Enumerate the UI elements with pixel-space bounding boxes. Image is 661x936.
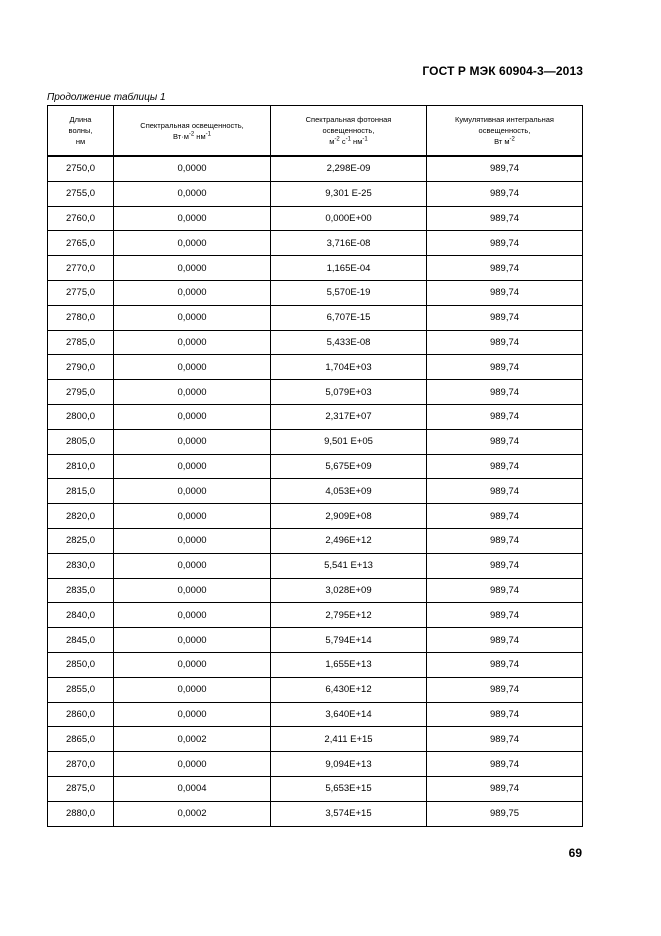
- document-standard-title: ГОСТ Р МЭК 60904-3—2013: [422, 64, 583, 78]
- cell-spectral-irradiance: 0,0002: [114, 801, 271, 826]
- cell-spectral-irradiance: 0,0000: [114, 504, 271, 529]
- cell-wavelength: 2830,0: [48, 553, 114, 578]
- cell-cumulative-irradiance: 989,74: [427, 677, 583, 702]
- cell-spectral-irradiance: 0,0000: [114, 380, 271, 405]
- table-row: [48, 652, 583, 677]
- header-line: Спектральная освещенность,: [140, 120, 244, 130]
- cell-photon-irradiance: 3,716E-08: [271, 231, 427, 256]
- cell-cumulative-irradiance: 989,74: [427, 156, 583, 181]
- cell-spectral-irradiance: 0,0000: [114, 404, 271, 429]
- cell-photon-irradiance: 2,411 E+15: [271, 727, 427, 752]
- cell-photon-irradiance: 5,079E+03: [271, 380, 427, 405]
- cell-spectral-irradiance: 0,0000: [114, 206, 271, 231]
- cell-wavelength: 2825,0: [48, 528, 114, 553]
- cell-photon-irradiance: 2,909E+08: [271, 504, 427, 529]
- cell-cumulative-irradiance: 989,74: [427, 702, 583, 727]
- cell-spectral-irradiance: 0,0000: [114, 578, 271, 603]
- cell-wavelength: 2860,0: [48, 702, 114, 727]
- cell-photon-irradiance: 5,541 E+13: [271, 553, 427, 578]
- header-photon-irradiance: [271, 106, 427, 157]
- cell-wavelength: 2805,0: [48, 429, 114, 454]
- table-row: [48, 380, 583, 405]
- cell-cumulative-irradiance: 989,74: [427, 479, 583, 504]
- cell-photon-irradiance: 3,028E+09: [271, 578, 427, 603]
- cell-cumulative-irradiance: 989,74: [427, 578, 583, 603]
- header-wavelength: [48, 106, 114, 157]
- cell-cumulative-irradiance: 989,74: [427, 776, 583, 801]
- cell-cumulative-irradiance: 989,74: [427, 752, 583, 777]
- table-caption: Продолжение таблицы 1: [47, 92, 166, 103]
- table-row: [48, 429, 583, 454]
- header-unit: Вт $м^{-2}$: [494, 136, 515, 146]
- cell-spectral-irradiance: 0,0002: [114, 727, 271, 752]
- cell-wavelength: 2785,0: [48, 330, 114, 355]
- cell-spectral-irradiance: 0,0000: [114, 305, 271, 330]
- cell-wavelength: 2835,0: [48, 578, 114, 603]
- cell-wavelength: 2810,0: [48, 454, 114, 479]
- cell-photon-irradiance: 1,165E-04: [271, 256, 427, 281]
- cell-photon-irradiance: 6,430E+12: [271, 677, 427, 702]
- cell-cumulative-irradiance: 989,74: [427, 181, 583, 206]
- header-line: волны,: [68, 126, 93, 135]
- cell-cumulative-irradiance: 989,74: [427, 305, 583, 330]
- cell-spectral-irradiance: 0,0000: [114, 528, 271, 553]
- cell-spectral-irradiance: 0,0000: [114, 752, 271, 777]
- table-row: [48, 206, 583, 231]
- header-cumulative-irradiance: [427, 106, 583, 157]
- cell-wavelength: 2750,0: [48, 156, 114, 181]
- cell-photon-irradiance: 9,501 E+05: [271, 429, 427, 454]
- cell-cumulative-irradiance: 989,74: [427, 628, 583, 653]
- cell-spectral-irradiance: 0,0000: [114, 181, 271, 206]
- cell-wavelength: 2875,0: [48, 776, 114, 801]
- cell-wavelength: 2775,0: [48, 280, 114, 305]
- table-row: [48, 603, 583, 628]
- table-row: [48, 727, 583, 752]
- header-line: освещенность,: [322, 126, 375, 135]
- cell-cumulative-irradiance: 989,74: [427, 429, 583, 454]
- table-row: [48, 305, 583, 330]
- cell-cumulative-irradiance: 989,74: [427, 553, 583, 578]
- header-line: Длина: [69, 115, 92, 124]
- table-row: [48, 752, 583, 777]
- cell-wavelength: 2815,0: [48, 479, 114, 504]
- table-row: [48, 231, 583, 256]
- cell-cumulative-irradiance: 989,74: [427, 206, 583, 231]
- cell-wavelength: 2770,0: [48, 256, 114, 281]
- cell-photon-irradiance: 2,496E+12: [271, 528, 427, 553]
- cell-cumulative-irradiance: 989,74: [427, 231, 583, 256]
- table-row: [48, 479, 583, 504]
- cell-spectral-irradiance: 0,0004: [114, 776, 271, 801]
- cell-cumulative-irradiance: 989,75: [427, 801, 583, 826]
- cell-photon-irradiance: 1,704E+03: [271, 355, 427, 380]
- cell-wavelength: 2765,0: [48, 231, 114, 256]
- table-row: [48, 628, 583, 653]
- page-number: 69: [568, 846, 582, 860]
- header-line: освещенность,: [478, 126, 531, 135]
- table-row: [48, 528, 583, 553]
- cell-spectral-irradiance: 0,0000: [114, 603, 271, 628]
- cell-photon-irradiance: 0,000E+00: [271, 206, 427, 231]
- cell-spectral-irradiance: 0,0000: [114, 355, 271, 380]
- cell-spectral-irradiance: 0,0000: [114, 628, 271, 653]
- table-row: [48, 355, 583, 380]
- cell-spectral-irradiance: 0,0000: [114, 256, 271, 281]
- cell-photon-irradiance: 6,707E-15: [271, 305, 427, 330]
- table-row: [48, 280, 583, 305]
- cell-wavelength: 2760,0: [48, 206, 114, 231]
- table-body: [48, 156, 583, 826]
- cell-wavelength: 2755,0: [48, 181, 114, 206]
- cell-photon-irradiance: 5,675E+09: [271, 454, 427, 479]
- table-row: [48, 553, 583, 578]
- cell-cumulative-irradiance: 989,74: [427, 355, 583, 380]
- cell-photon-irradiance: 4,053E+09: [271, 479, 427, 504]
- cell-photon-irradiance: 9,301 E-25: [271, 181, 427, 206]
- cell-photon-irradiance: 2,317E+07: [271, 404, 427, 429]
- cell-cumulative-irradiance: 989,74: [427, 504, 583, 529]
- cell-wavelength: 2780,0: [48, 305, 114, 330]
- cell-wavelength: 2840,0: [48, 603, 114, 628]
- cell-photon-irradiance: 5,570E-19: [271, 280, 427, 305]
- cell-photon-irradiance: 3,574E+15: [271, 801, 427, 826]
- cell-wavelength: 2845,0: [48, 628, 114, 653]
- cell-spectral-irradiance: 0,0000: [114, 330, 271, 355]
- table-row: [48, 578, 583, 603]
- table-row: [48, 181, 583, 206]
- cell-photon-irradiance: 1,655E+13: [271, 652, 427, 677]
- cell-cumulative-irradiance: 989,74: [427, 652, 583, 677]
- table-row: [48, 801, 583, 826]
- table-row: [48, 702, 583, 727]
- cell-cumulative-irradiance: 989,74: [427, 280, 583, 305]
- cell-wavelength: 2855,0: [48, 677, 114, 702]
- cell-cumulative-irradiance: 989,74: [427, 727, 583, 752]
- cell-wavelength: 2790,0: [48, 355, 114, 380]
- table-row: [48, 776, 583, 801]
- header-line: нм: [75, 137, 86, 146]
- cell-spectral-irradiance: 0,0000: [114, 652, 271, 677]
- cell-spectral-irradiance: 0,0000: [114, 156, 271, 181]
- cell-cumulative-irradiance: 989,74: [427, 404, 583, 429]
- cell-spectral-irradiance: 0,0000: [114, 429, 271, 454]
- cell-photon-irradiance: 2,795E+12: [271, 603, 427, 628]
- header-line: Кумулятивная интегральная: [455, 115, 554, 124]
- cell-spectral-irradiance: 0,0000: [114, 553, 271, 578]
- cell-wavelength: 2865,0: [48, 727, 114, 752]
- cell-wavelength: 2880,0: [48, 801, 114, 826]
- cell-spectral-irradiance: 0,0000: [114, 454, 271, 479]
- table-header-row: [48, 106, 583, 157]
- table-row: [48, 156, 583, 181]
- cell-photon-irradiance: 5,794E+14: [271, 628, 427, 653]
- header-unit: $м^{-2}$ $с^{-1}$ $нм^{-1}$: [329, 136, 368, 146]
- table-row: [48, 677, 583, 702]
- table-row: [48, 504, 583, 529]
- cell-spectral-irradiance: 0,0000: [114, 702, 271, 727]
- header-unit: $Вт\cdot м^{-2}$ $нм^{-1}$: [173, 131, 211, 141]
- header-line: Спектральная фотонная: [305, 115, 392, 124]
- cell-wavelength: 2800,0: [48, 404, 114, 429]
- cell-spectral-irradiance: 0,0000: [114, 677, 271, 702]
- cell-cumulative-irradiance: 989,74: [427, 528, 583, 553]
- table-row: [48, 330, 583, 355]
- cell-wavelength: 2870,0: [48, 752, 114, 777]
- cell-spectral-irradiance: 0,0000: [114, 479, 271, 504]
- cell-wavelength: 2795,0: [48, 380, 114, 405]
- cell-photon-irradiance: 5,433E-08: [271, 330, 427, 355]
- spectral-data-table: [47, 105, 583, 827]
- cell-cumulative-irradiance: 989,74: [427, 256, 583, 281]
- cell-spectral-irradiance: 0,0000: [114, 280, 271, 305]
- table-row: [48, 404, 583, 429]
- cell-wavelength: 2820,0: [48, 504, 114, 529]
- cell-cumulative-irradiance: 989,74: [427, 454, 583, 479]
- cell-cumulative-irradiance: 989,74: [427, 603, 583, 628]
- table-row: [48, 256, 583, 281]
- cell-spectral-irradiance: 0,0000: [114, 231, 271, 256]
- cell-cumulative-irradiance: 989,74: [427, 330, 583, 355]
- cell-photon-irradiance: 2,298E-09: [271, 156, 427, 181]
- header-spectral-irradiance: [114, 106, 271, 157]
- table-row: [48, 454, 583, 479]
- cell-photon-irradiance: 3,640E+14: [271, 702, 427, 727]
- cell-wavelength: 2850,0: [48, 652, 114, 677]
- cell-photon-irradiance: 5,653E+15: [271, 776, 427, 801]
- cell-photon-irradiance: 9,094E+13: [271, 752, 427, 777]
- cell-cumulative-irradiance: 989,74: [427, 380, 583, 405]
